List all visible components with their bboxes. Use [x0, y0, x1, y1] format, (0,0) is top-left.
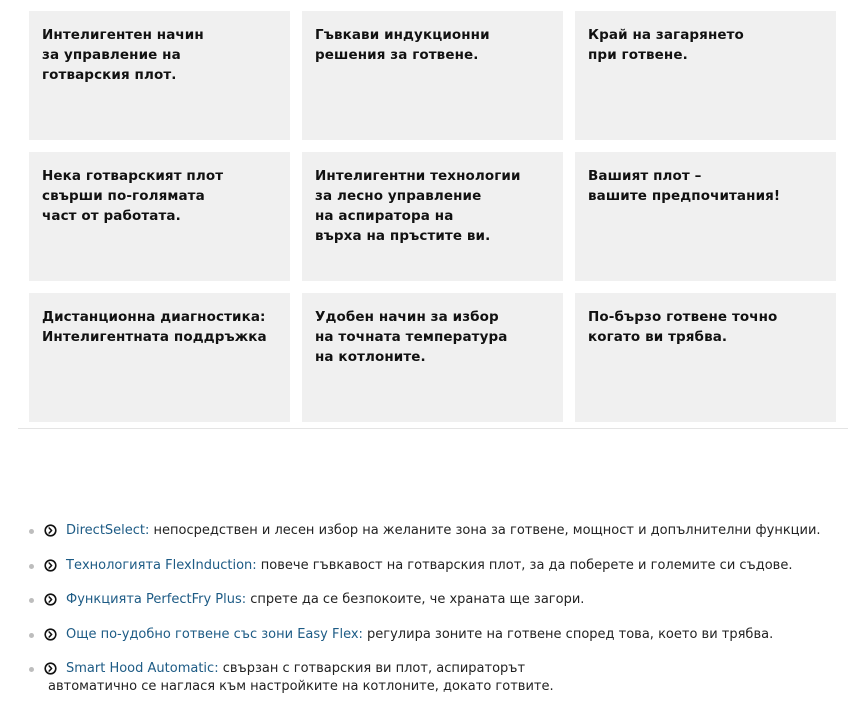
feature-tile-grid: [29, 11, 836, 422]
feature-tile-title: Дистанционна диагностика: Интелигентната поддръжка: [42, 309, 267, 345]
feature-tile-remote-diagnostics[interactable]: [29, 293, 290, 422]
feature-description: регулира зоните на готвене според това, което ви трябва.: [362, 626, 774, 642]
feature-tile-smart-control[interactable]: [29, 11, 290, 140]
feature-description: повече гъвкавост на готварския плот, за да поберете и големите си съдове.: [256, 557, 793, 573]
feature-item-flexinduction: [29, 557, 849, 575]
feature-tile-faster-cooking[interactable]: [575, 293, 836, 422]
feature-item-smart-hood: [29, 660, 849, 696]
feature-tile-hob-does-work[interactable]: [29, 152, 290, 281]
circle-chevron-right-icon: [44, 628, 57, 641]
feature-link-perfectfry[interactable]: Функцията PerfectFry Plus:: [66, 592, 247, 607]
circle-chevron-right-icon: [44, 662, 57, 675]
feature-item-easyflex: [29, 626, 849, 644]
feature-tile-no-burning[interactable]: [575, 11, 836, 140]
feature-tile-title: Край на загарянето при готвене.: [588, 27, 744, 63]
feature-tile-temperature-selection[interactable]: [302, 293, 563, 422]
feature-description: свързан с готварския ви плот, аспираторът: [218, 661, 526, 676]
feature-tile-title: Нека готварският плот свърши по-голямата част от работата.: [42, 168, 224, 224]
feature-tile-title: Интелигентни технологии за лесно управление на аспиратора на върха на пръстите ви.: [315, 168, 521, 244]
bullet-dot: [29, 598, 34, 603]
bullet-dot: [29, 667, 34, 672]
feature-description: спрете да се безпокоите, че храната ще загори.: [246, 592, 585, 607]
feature-link-smart-hood[interactable]: Smart Hood Automatic:: [66, 661, 219, 676]
feature-tile-title: Удобен начин за избор на точната температура на котлоните.: [315, 309, 508, 365]
feature-description-continuation: автоматично се наглася към настройките на котлоните, докато готвите.: [48, 679, 554, 694]
feature-link-easyflex[interactable]: Още по-удобно готвене със зони Easy Flex:: [66, 626, 363, 642]
feature-list: [29, 522, 849, 713]
bullet-dot: [29, 529, 34, 534]
feature-link-directselect[interactable]: DirectSelect:: [66, 523, 150, 538]
feature-tile-title: Вашият плот – вашите предпочитания!: [588, 168, 781, 204]
feature-link-flexinduction[interactable]: Технологията FlexInduction:: [66, 557, 257, 573]
section-divider: [18, 428, 848, 429]
circle-chevron-right-icon: [44, 593, 57, 606]
circle-chevron-right-icon: [44, 559, 57, 572]
feature-item-perfectfry: [29, 591, 849, 609]
feature-item-directselect: [29, 522, 849, 540]
feature-tile-title: Гъвкави индукционни решения за готвене.: [315, 27, 490, 63]
feature-tile-hood-control[interactable]: [302, 152, 563, 281]
feature-tile-flexible-induction[interactable]: [302, 11, 563, 140]
feature-description: непосредствен и лесен избор на желаните зона за готвене, мощност и допълнителни функции.: [149, 523, 821, 538]
bullet-dot: [29, 564, 34, 569]
feature-tile-title: Интелигентен начин за управление на готварския плот.: [42, 27, 204, 83]
bullet-dot: [29, 633, 34, 638]
circle-chevron-right-icon: [44, 524, 57, 537]
feature-tile-your-preferences[interactable]: [575, 152, 836, 281]
feature-tile-title: По-бързо готвене точно когато ви трябва.: [588, 309, 778, 345]
